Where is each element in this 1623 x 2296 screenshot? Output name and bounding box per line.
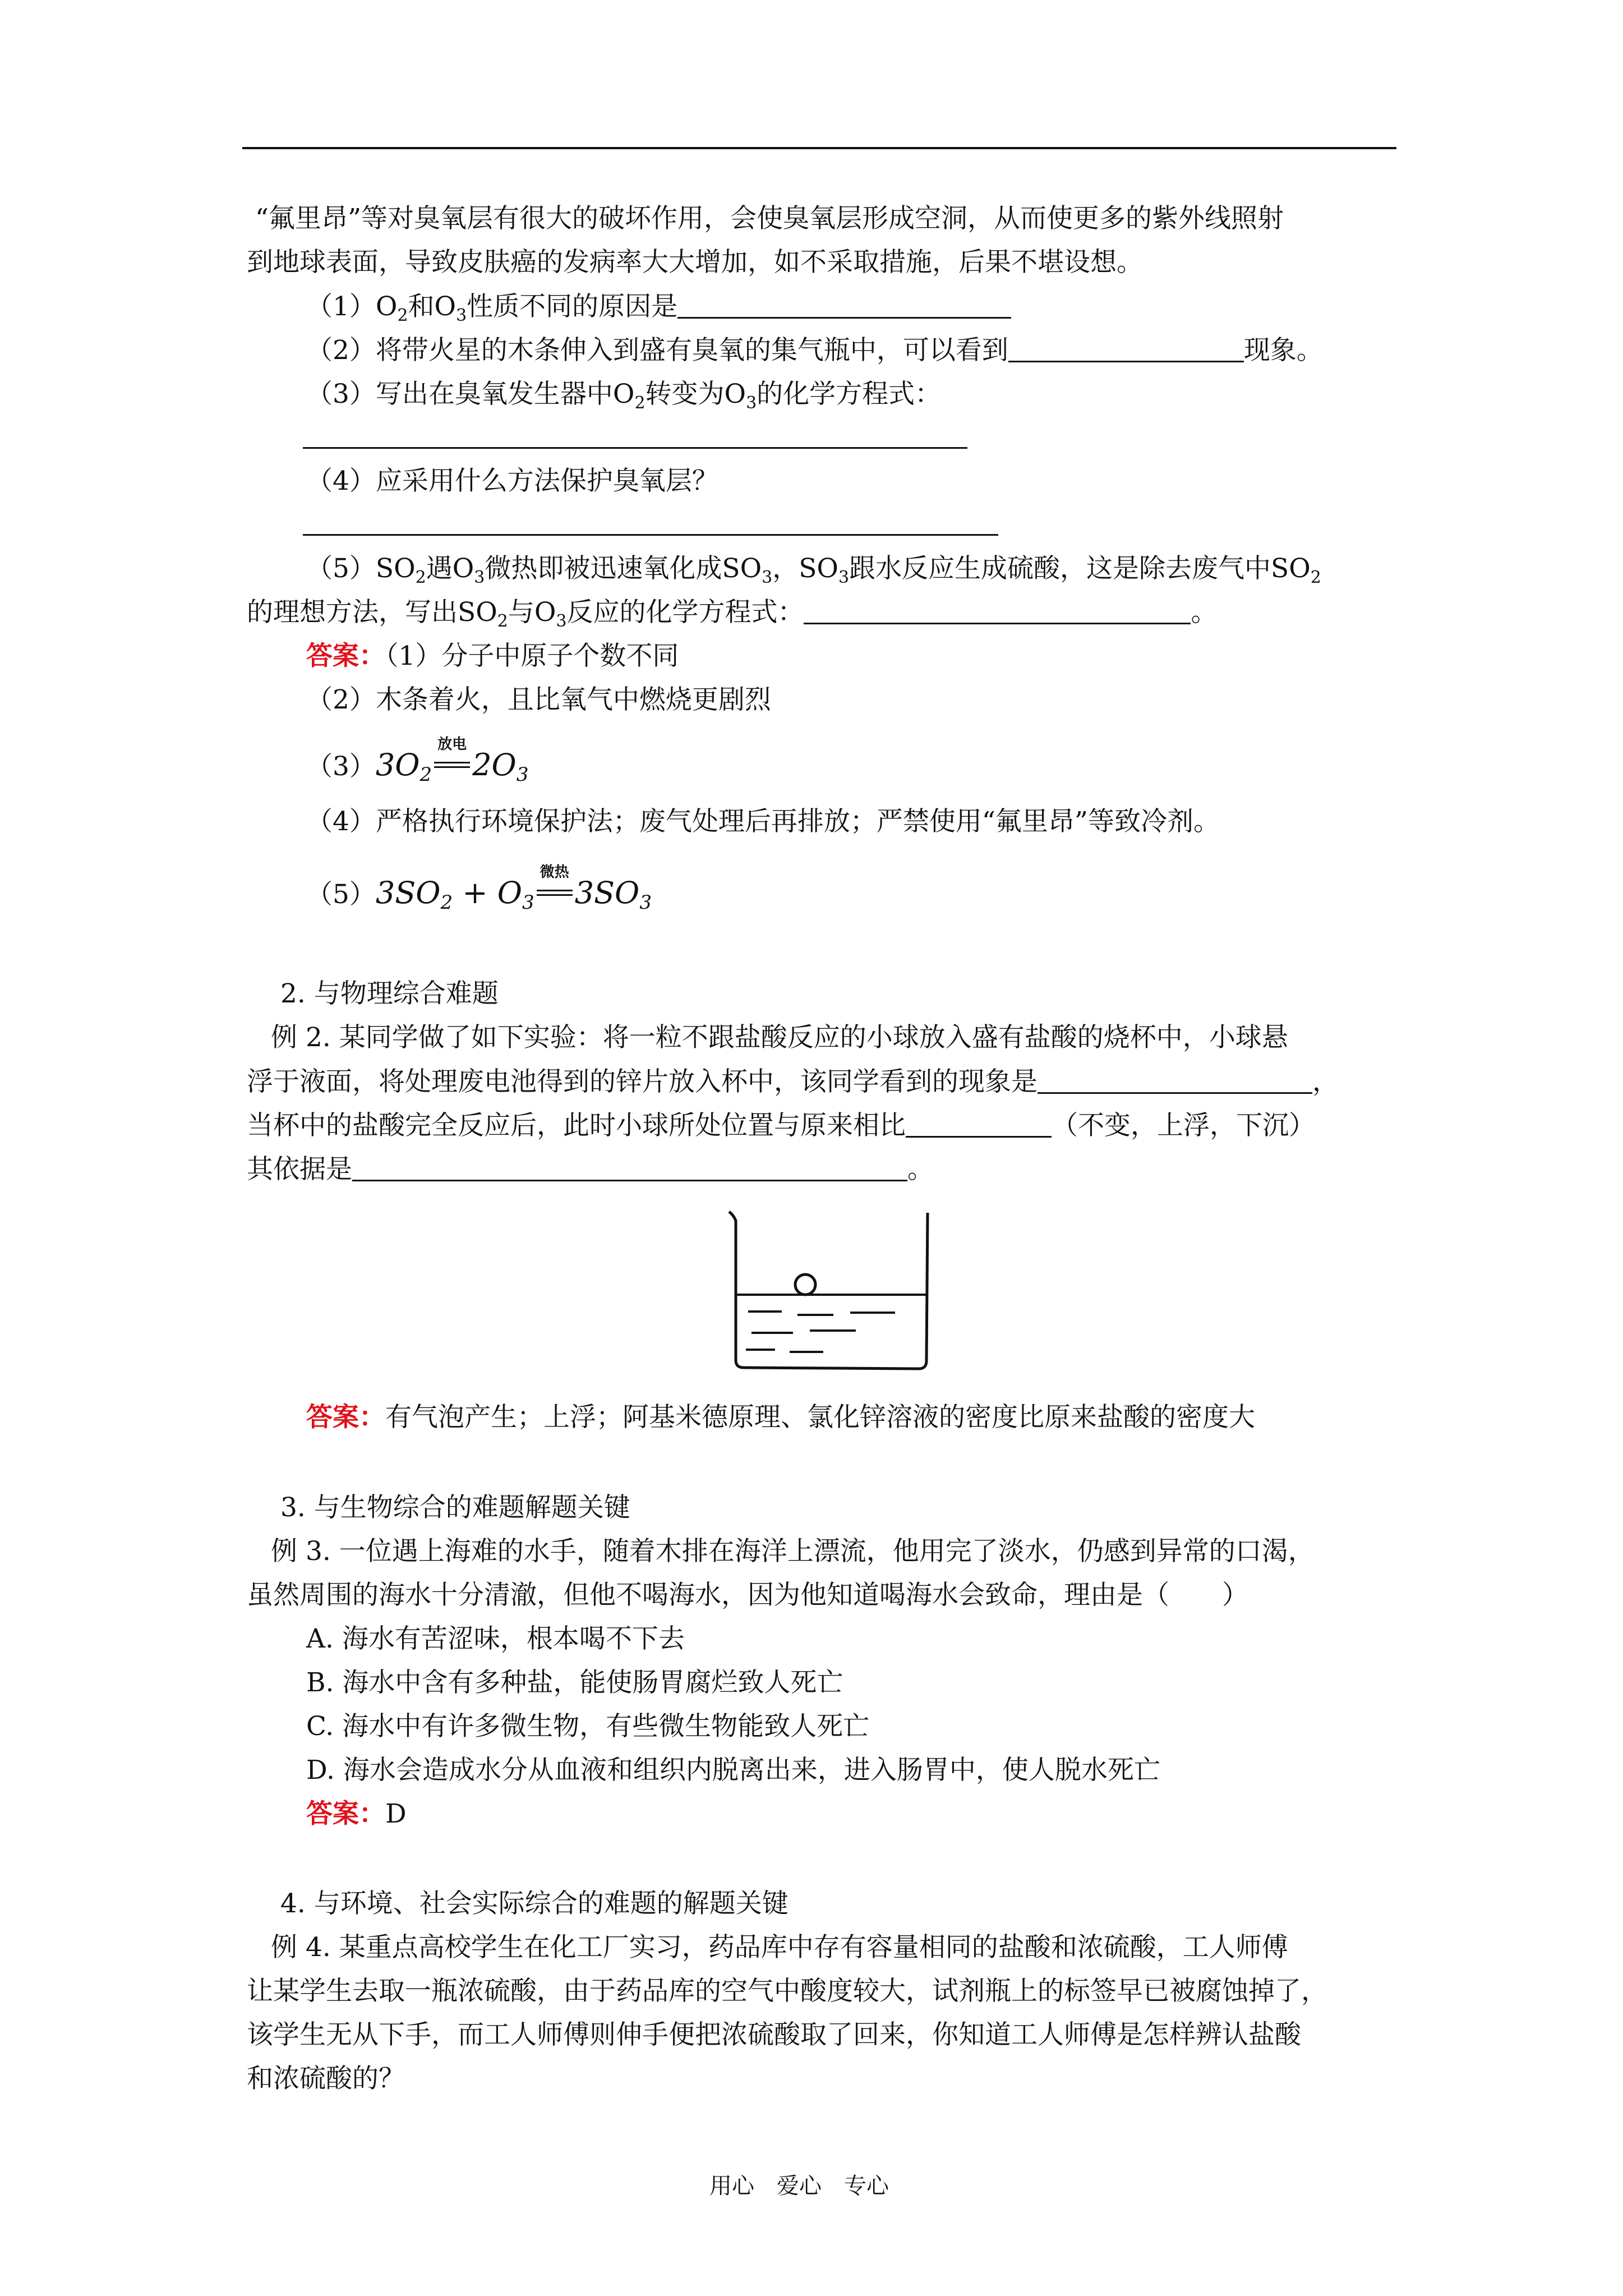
option-a: A. 海水有苦涩味，根本喝不下去 bbox=[306, 1623, 685, 1654]
section-4-heading: 4. 与环境、社会实际综合的难题的解题关键 bbox=[280, 1888, 789, 1919]
option-d: D. 海水会造成水分从血液和组织内脱离出来，进入肠胃中，使人脱水死亡 bbox=[306, 1755, 1160, 1786]
example-4-line-3: 该学生无从下手，而工人师傅则伸手便把浓硫酸取了回来，你知道工人师傅是怎样辨认盐酸 bbox=[247, 2019, 1301, 2050]
example-2-line-2: 浮于液面，将处理废电池得到的锌片放入杯中，该同学看到的现象是 ， bbox=[247, 1066, 1339, 1097]
answer-blank[interactable] bbox=[352, 1157, 907, 1181]
header-rule bbox=[242, 147, 1396, 149]
example-4-line-4: 和浓硫酸的？ bbox=[247, 2063, 405, 2094]
answer-blank-line[interactable] bbox=[303, 512, 998, 536]
answer-blank[interactable] bbox=[1008, 338, 1244, 362]
answer-1-line-1: 答案：（1）分子中原子个数不同 bbox=[306, 641, 679, 671]
answer-blank[interactable] bbox=[804, 600, 1191, 624]
answer-1-equation-3: $(3)3O_2$ 放电 $2O_3$ bbox=[306, 736, 529, 786]
answer-blank[interactable] bbox=[906, 1114, 1052, 1138]
example-3-line-1: 例 3. 一位遇上海难的水手，随着木排在海洋上漂流，他用完了淡水，仍感到异常的口渴， bbox=[271, 1536, 1315, 1567]
question-3: （3）写出在臭氧发生器中$O_2$转变为$O_3$的化学方程式： bbox=[306, 379, 942, 413]
example-4-line-2: 让某学生去取一瓶浓硫酸，由于药品库的空气中酸度较大，试剂瓶上的标签早已被腐蚀掉了， bbox=[247, 1976, 1327, 2007]
answer-label: 答案： bbox=[306, 1798, 385, 1829]
option-c: C. 海水中有许多微生物，有些微生物能致人死亡 bbox=[306, 1711, 870, 1742]
answer-blank-line[interactable] bbox=[303, 425, 967, 449]
intro-line-2: 到地球表面，导致皮肤癌的发病率大大增加，如不采取措施，后果不堪设想。 bbox=[247, 247, 1143, 278]
answer-2: 答案：有气泡产生；上浮；阿基米德原理、氯化锌溶液的密度比原来盐酸的密度大 bbox=[306, 1402, 1255, 1433]
answer-blank[interactable] bbox=[677, 295, 1011, 319]
reaction-arrow: 微热 bbox=[534, 875, 575, 905]
example-2-line-3: 当杯中的盐酸完全反应后，此时小球所处位置与原来相比 （不变，上浮，下沉） bbox=[247, 1110, 1315, 1141]
question-2: （2）将带火星的木条伸入到盛有臭氧的集气瓶中，可以看到 现象。 bbox=[306, 335, 1323, 366]
reaction-arrow: 放电 bbox=[432, 747, 472, 777]
question-5-line-1: $(5)SO_2$遇$O_3$微热即被迅速氧化成$SO_3$，$SO_3$跟水反应生成硫酸，这是除去废气中$SO_2$ bbox=[306, 553, 1321, 587]
intro-line-1: “氟里昂”等对臭氧层有很大的破坏作用，会使臭氧层形成空洞，从而使更多的紫外线照射 bbox=[255, 203, 1284, 234]
example-4-line-1: 例 4. 某重点高校学生在化工厂实习，药品库中存有容量相同的盐酸和浓硫酸，工人师傅 bbox=[271, 1932, 1288, 1963]
answer-label: 答案： bbox=[306, 1402, 385, 1433]
question-4: （4）应采用什么方法保护臭氧层？ bbox=[306, 466, 718, 496]
answer-1-line-2: （2）木条着火，且比氧气中燃烧更剧烈 bbox=[306, 684, 771, 715]
question-5-line-2: 的理想方法，写出$SO_2$与$O_3$反应的化学方程式： 。 bbox=[247, 597, 1218, 631]
answer-3: 答案：D bbox=[306, 1798, 407, 1829]
example-2-line-1: 例 2. 某同学做了如下实验：将一粒不跟盐酸反应的小球放入盛有盐酸的烧杯中，小球悬 bbox=[271, 1022, 1288, 1053]
page-footer: 用心 爱心 专心 bbox=[709, 2173, 889, 2199]
example-2-line-4: 其依据是 。 bbox=[247, 1154, 934, 1185]
section-2-heading: 2. 与物理综合难题 bbox=[280, 978, 499, 1009]
answer-1-equation-5: $(5)3SO_2 + O_3$ 微热 $3SO_3$ bbox=[306, 864, 652, 914]
answer-label: 答案： bbox=[306, 641, 385, 671]
option-b: B. 海水中含有多种盐，能使肠胃腐烂致人死亡 bbox=[306, 1667, 843, 1698]
example-3-line-2: 虽然周围的海水十分清澈，但他不喝海水，因为他知道喝海水会致命，理由是（ ） bbox=[247, 1580, 1248, 1611]
question-1: $(1)O_2$和$O_3$性质不同的原因是 bbox=[306, 293, 1011, 320]
answer-1-line-4: （4）严格执行环境保护法；废气处理后再排放；严禁使用“氟里昂”等致冷剂。 bbox=[306, 806, 1220, 837]
answer-blank[interactable] bbox=[1038, 1070, 1312, 1094]
beaker-illustration bbox=[723, 1206, 942, 1374]
section-3-heading: 3. 与生物综合的难题解题关键 bbox=[280, 1492, 630, 1523]
